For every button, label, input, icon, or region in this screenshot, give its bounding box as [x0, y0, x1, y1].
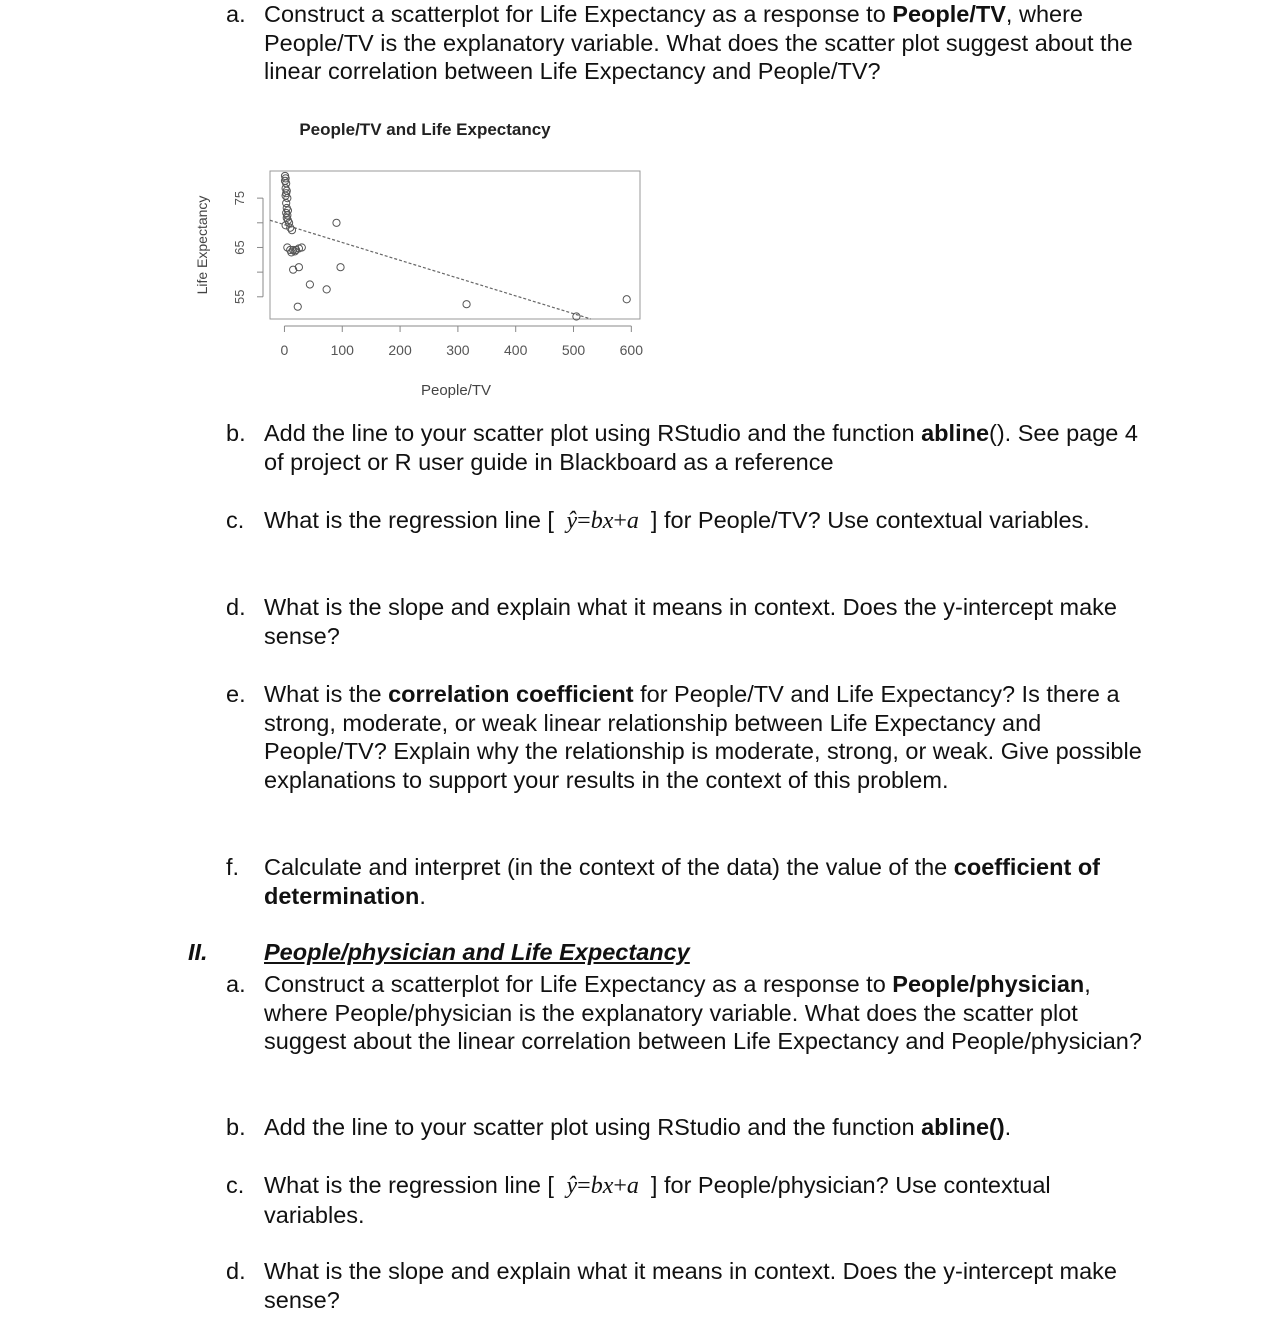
- item-label: d.: [226, 1258, 246, 1284]
- item-text: Calculate and interpret (in the context of the data) the value of the coefficient of determination.: [264, 854, 1100, 909]
- item-label: b.: [226, 420, 246, 446]
- x-axis-label: People/TV: [420, 382, 492, 399]
- section-number: II.: [188, 939, 208, 965]
- y-axis-label: Life Expectancy: [194, 195, 210, 295]
- scatterplot-people-tv: [180, 110, 660, 410]
- bold-term: People/TV: [892, 1, 1006, 27]
- bold-term: coefficient of determination: [264, 854, 1100, 909]
- item-label: e.: [226, 681, 246, 707]
- y-axis: [232, 191, 263, 304]
- svg-text:300: 300: [446, 342, 470, 358]
- regression-line: [270, 220, 591, 319]
- item-1e: [226, 680, 1146, 794]
- svg-text:75: 75: [232, 190, 247, 206]
- item-text: Add the line to your scatter plot using RStudio and the function abline().: [264, 1114, 1012, 1140]
- item-text: What is the correlation coefficient for People/TV and Life Expectancy? Is there a strong, moderate, or weak linear relationship between Life Expectancy and People/TV? Explain why the relationship is moderate, strong, or weak. Give possible explanations to support your results in the context of this problem.: [264, 681, 1142, 793]
- plot-frame: [270, 171, 640, 319]
- svg-text:500: 500: [561, 342, 586, 358]
- item-text: What is the slope and explain what it means in context. Does the y-intercept make sense?: [264, 594, 1117, 649]
- svg-text:200: 200: [388, 342, 412, 358]
- item-1b: [226, 419, 1146, 476]
- item-label: c.: [226, 507, 245, 533]
- item-text: What is the regression line [ ŷ=bx+a ] for People/physician? Use contextual variables.: [264, 1172, 1051, 1228]
- bold-term: abline(): [921, 1114, 1005, 1140]
- item-label: c.: [226, 1172, 245, 1198]
- item-1d: [226, 593, 1146, 650]
- svg-text:55: 55: [232, 289, 247, 305]
- data-points: [281, 172, 630, 320]
- bold-term: abline: [921, 420, 990, 446]
- item-text: Construct a scatterplot for Life Expectancy as a response to People/TV, where People/TV is the explanatory variable. What does the scatter plot suggest about the linear correlation between Life Expectancy and People/TV?: [264, 1, 1133, 84]
- item-1a: [226, 0, 1146, 86]
- item-2c: [226, 1171, 1146, 1229]
- regression-equation: ŷ=bx+a: [566, 1173, 639, 1199]
- svg-text:400: 400: [504, 342, 528, 358]
- item-label: a.: [226, 971, 246, 997]
- item-2a: [226, 970, 1146, 1056]
- svg-text:65: 65: [232, 240, 247, 255]
- item-text: What is the regression line [ ŷ=bx+a ] for People/TV? Use contextual variables.: [264, 507, 1090, 534]
- item-1c: [226, 506, 1146, 536]
- scatterplot-svg: [180, 110, 660, 410]
- regression-equation: ŷ=bx+a: [566, 508, 639, 534]
- item-text: What is the slope and explain what it means in context. Does the y-intercept make sense?: [264, 1258, 1117, 1313]
- item-label: a.: [226, 1, 246, 27]
- chart-title: People/TV and Life Expectancy: [299, 120, 551, 139]
- item-label: d.: [226, 594, 246, 620]
- item-label: f.: [226, 854, 240, 880]
- item-label: b.: [226, 1114, 246, 1140]
- svg-text:0: 0: [280, 342, 289, 358]
- svg-text:600: 600: [619, 342, 644, 358]
- section-title: People/physician and Life Expectancy: [264, 939, 690, 965]
- item-text: Construct a scatterplot for Life Expectancy as a response to People/physician, where People/physician is the explanatory variable. What does the scatter plot suggest about the linear correlation between Life Expectancy and People/physician?: [264, 971, 1142, 1054]
- bold-term: correlation coefficient: [388, 681, 634, 707]
- item-text: Add the line to your scatter plot using RStudio and the function abline(). See page 4 of project or R user guide in Blackboard as a reference: [264, 420, 1138, 475]
- item-2d: [226, 1257, 1146, 1314]
- item-2b: [226, 1113, 1146, 1142]
- svg-text:100: 100: [330, 342, 354, 358]
- bold-term: People/physician: [892, 971, 1085, 997]
- item-1f: [226, 853, 1146, 910]
- x-axis: [281, 326, 644, 358]
